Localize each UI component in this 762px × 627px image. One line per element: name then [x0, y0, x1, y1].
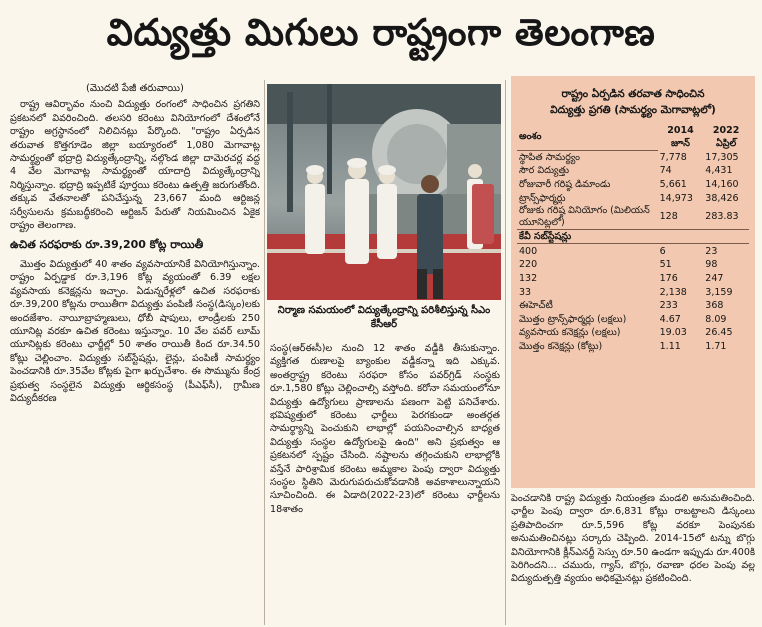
- stats-title-line: రాష్ట్రం ఏర్పడిన తరవాత సాధించిన: [561, 88, 705, 100]
- table-header-row: [517, 124, 749, 150]
- article-column-1: [10, 80, 260, 625]
- table-row: మొత్తం ట్రాన్స్‌ఫార్మర్లు (లక్షలు) 4.67 8.09: [519, 313, 727, 325]
- table-row: రోజుకు గరిష్ఠ వినియోగం (మిలియన్ యూనిట్లలో) 128 283.83: [519, 204, 739, 228]
- table-row: సౌర విద్యుత్తు 74 4,431: [519, 165, 733, 177]
- plant-inspection-photo: [267, 84, 501, 300]
- article-paragraph: సంస్థ(ఆర్‌ఈసీ)ల నుంచి 12 శాతం వడ్డీకి తీసుకున్నాం. వ్యక్తిగత రుణాలపై బ్యాంకుల వడ్డీకన్నా ఇది ఎక్కువ. అంతర్రాష్ట్ర కరెంటు సరఫరా కోసం పవర్‌గ్రిడ్ సంస్థకు రూ.1,580 కోట్లు చెల్లించాల్సి వస్తోంది. కరోనా సమయంలోనూ విద్యుత్తు ఉద్యోగులు ప్రాణాలను పణంగా పెట్టి పనిచేశారు. భవిష్యత్తులో కరెంటు ఛార్జీలు పెరగకుండా అంతర్గత సామర్థ్యాన్ని పెంచుకుని లాభాల్లో పయనించాల్సిన బాధ్యత విద్యుత్తు సంస్థల ఉద్యోగులపై ఉంది" అని ప్రభుత్వం ఆ ప్రకటనలో స్పష్టం చేసింది. నష్టాలను తగ్గించుకుని లాభాల్లోకి వస్తేనే పారిశ్రామిక కరెంటు అమ్మకాల పెంపు ద్వారా విద్యుత్తు సంస్థల స్థితిని మెరుగుపరుచుకోవడానికి అవకాశాలున్నాయని సూచించింది. ఈ ఏడాది(2022-23)లో కరెంటు ఛార్జీలను 18శాతం: [270, 343, 500, 515]
- table-section-header: కేవీ సబ్‌స్టేషన్లు: [517, 229, 749, 244]
- table-row: 132 176 247: [519, 272, 724, 284]
- stats-table: [517, 124, 749, 353]
- table-row: 33 2,138 3,159: [519, 286, 733, 298]
- col-header-2014: 2014 జూన్: [667, 125, 694, 149]
- stats-title-line: విద్యుత్తు ప్రగతి (సామర్థ్యం మెగావాట్లలో): [550, 104, 716, 116]
- col-header-2022: 2022 ఏప్రిల్: [712, 125, 740, 149]
- article-paragraph: మొత్తం విద్యుత్తులో 40 శాతం వ్యవసాయానికే వినియోగిస్తున్నాం. రాష్ట్రం ఏర్పడ్డాక రూ.3,196 కోట్ల వ్యయంతో 6.39 లక్షల వ్యవసాయ కనెక్షన్లను ఇచ్చాం. ఏడున్నరేళ్లలో ఉచిత సరఫరాకు రూ.39,200 కోట్లను రాయితీగా విద్యుత్తు పంపిణీ సంస్థ(డిస్కం)లకు అందజేశాం. నాయీబ్రాహ్మణులు, ధోబీ షాపులు, లాండ్రీలకు 250 యూనిట్ల వరకూ ఉచిత కరెంటు ఇస్తున్నాం. 10 వేల పవర్ లూమ్ యూనిట్లకు కరెంటు ఛార్జీల్లో 50 శాతం రాయితీ కింద రూ.34.50 కోట్లు చెల్లించాం. విద్యుత్తు సబ్‌స్టేషన్లు, లైన్లు, పంపిణీ సామర్థ్యం పెంచడానికి రూ.35వేల కోట్లకు పైగా ఖర్చుచేశాం. ఈ సొమ్మును కేంద్ర ప్రభుత్వ సంస్థలైన విద్యుత్తు ఆర్థికసంస్థ (పీఎఫ్‌సీ), గ్రామీణ విద్యుదీకరణ: [10, 258, 260, 404]
- stats-box: [511, 76, 755, 488]
- continued-note: (మొదటి పేజీ తరువాయి): [86, 83, 184, 94]
- article-column-2: [270, 342, 500, 625]
- table-row: ఈహెచ్‌టీ 233 368: [519, 300, 724, 312]
- subheading: ఉచిత సరఫరాకు రూ.39,200 కోట్ల రాయితీ: [10, 238, 204, 252]
- table-row: మొత్తం కనెక్షన్లు (కోట్లు) 1.11 1.71: [519, 340, 727, 352]
- article-paragraph: పెంచడానికి రాష్ట్ర విద్యుత్తు నియంత్రణ మండలి అనుమతించింది. ఛార్జీల పెంపు ద్వారా రూ.6,831 కోట్లు రాబట్టాలని డిస్కంలు ప్రతిపాదించగా రూ.5,596 కోట్ల వరకూ పెంపునకు అనుమతించినట్లు సర్కారు చెప్పింది. 2014-15లో టన్ను బొగ్గు వినియోగానికి క్లీన్ఎనర్జీ సెస్సు రూ.50 ఉండగా ఇప్పుడు రూ.400కి పెరిగిందని... చమురు, గ్యాస్, బొగ్గు, రవాణా ధరల పెంపు వల్ల విద్యుదుత్పత్తి వ్యయం అధికమైనట్లు ప్రకటించింది.: [511, 493, 755, 585]
- headline: విద్యుత్తు మిగులు రాష్ట్రంగా తెలంగాణ: [106, 11, 656, 54]
- news-photo: [267, 84, 501, 300]
- article-column-3: [511, 492, 755, 625]
- table-row: 400 6 23: [519, 245, 718, 257]
- table-row: రోజువారీ గరిష్ఠ డిమాండు 5,661 14,160: [519, 178, 739, 190]
- photo-caption: నిర్మాణ సమయంలో విద్యుత్కేంద్రాన్ని పరిశీలిస్తున్న సీఎం కేసీఆర్: [277, 305, 491, 330]
- article-paragraph: రాష్ట్ర ఆవిర్భావం నుంచి విద్యుత్తు రంగంలో సాధించిన ప్రగతిని ప్రకటనలో వివరించింది. తలసరి కరెంటు వినియోగంలో దేశంలోనే రాష్ట్రం అగ్రస్థానంలో నిలిచినట్లు పేర్కొంది. "రాష్ట్రం ఏర్పడిన తరువాత కొత్తగూడెం జిల్లా బయ్యారంలో 1,080 మెగావాట్ల సామర్థ్యంతో భద్రాద్రి విద్యుత్కేంద్రాన్ని, నల్గొండ జిల్లా దామెరచర్ల వద్ద 4 వేల మెగావాట్ల సామర్థ్యంతో యాదాద్రి విద్యుత్కేంద్రాన్ని నిర్మిస్తున్నాం. భద్రాద్రి ఇప్పటికే పూర్తయి కరెంటు ఉత్పత్తి జరుగుతోంది. తక్కువ వేతనాలతో పనిచేస్తున్న 23,667 మంది ఆర్టిజన్ల సర్వీసులను క్రమబద్ధీకరించి ఆర్టిజన్ పేరుతో నియమించిన ఏకైక రాష్ట్రం తెలంగాణ.: [10, 99, 260, 232]
- stats-title: [511, 76, 755, 124]
- table-row: వ్యవసాయ కనెక్షన్లు (లక్షలు) 19.03 26.45: [519, 327, 733, 339]
- table-row: ట్రాన్స్‌ఫార్మర్లు 14,973 38,426: [519, 192, 739, 204]
- table-row: 220 51 98: [519, 259, 718, 271]
- table-row: స్థాపిత సామర్థ్యం 7,778 17,305: [519, 151, 739, 163]
- col-header-item: అంశం: [517, 124, 658, 150]
- column-divider: [264, 80, 265, 625]
- column-divider: [505, 80, 506, 625]
